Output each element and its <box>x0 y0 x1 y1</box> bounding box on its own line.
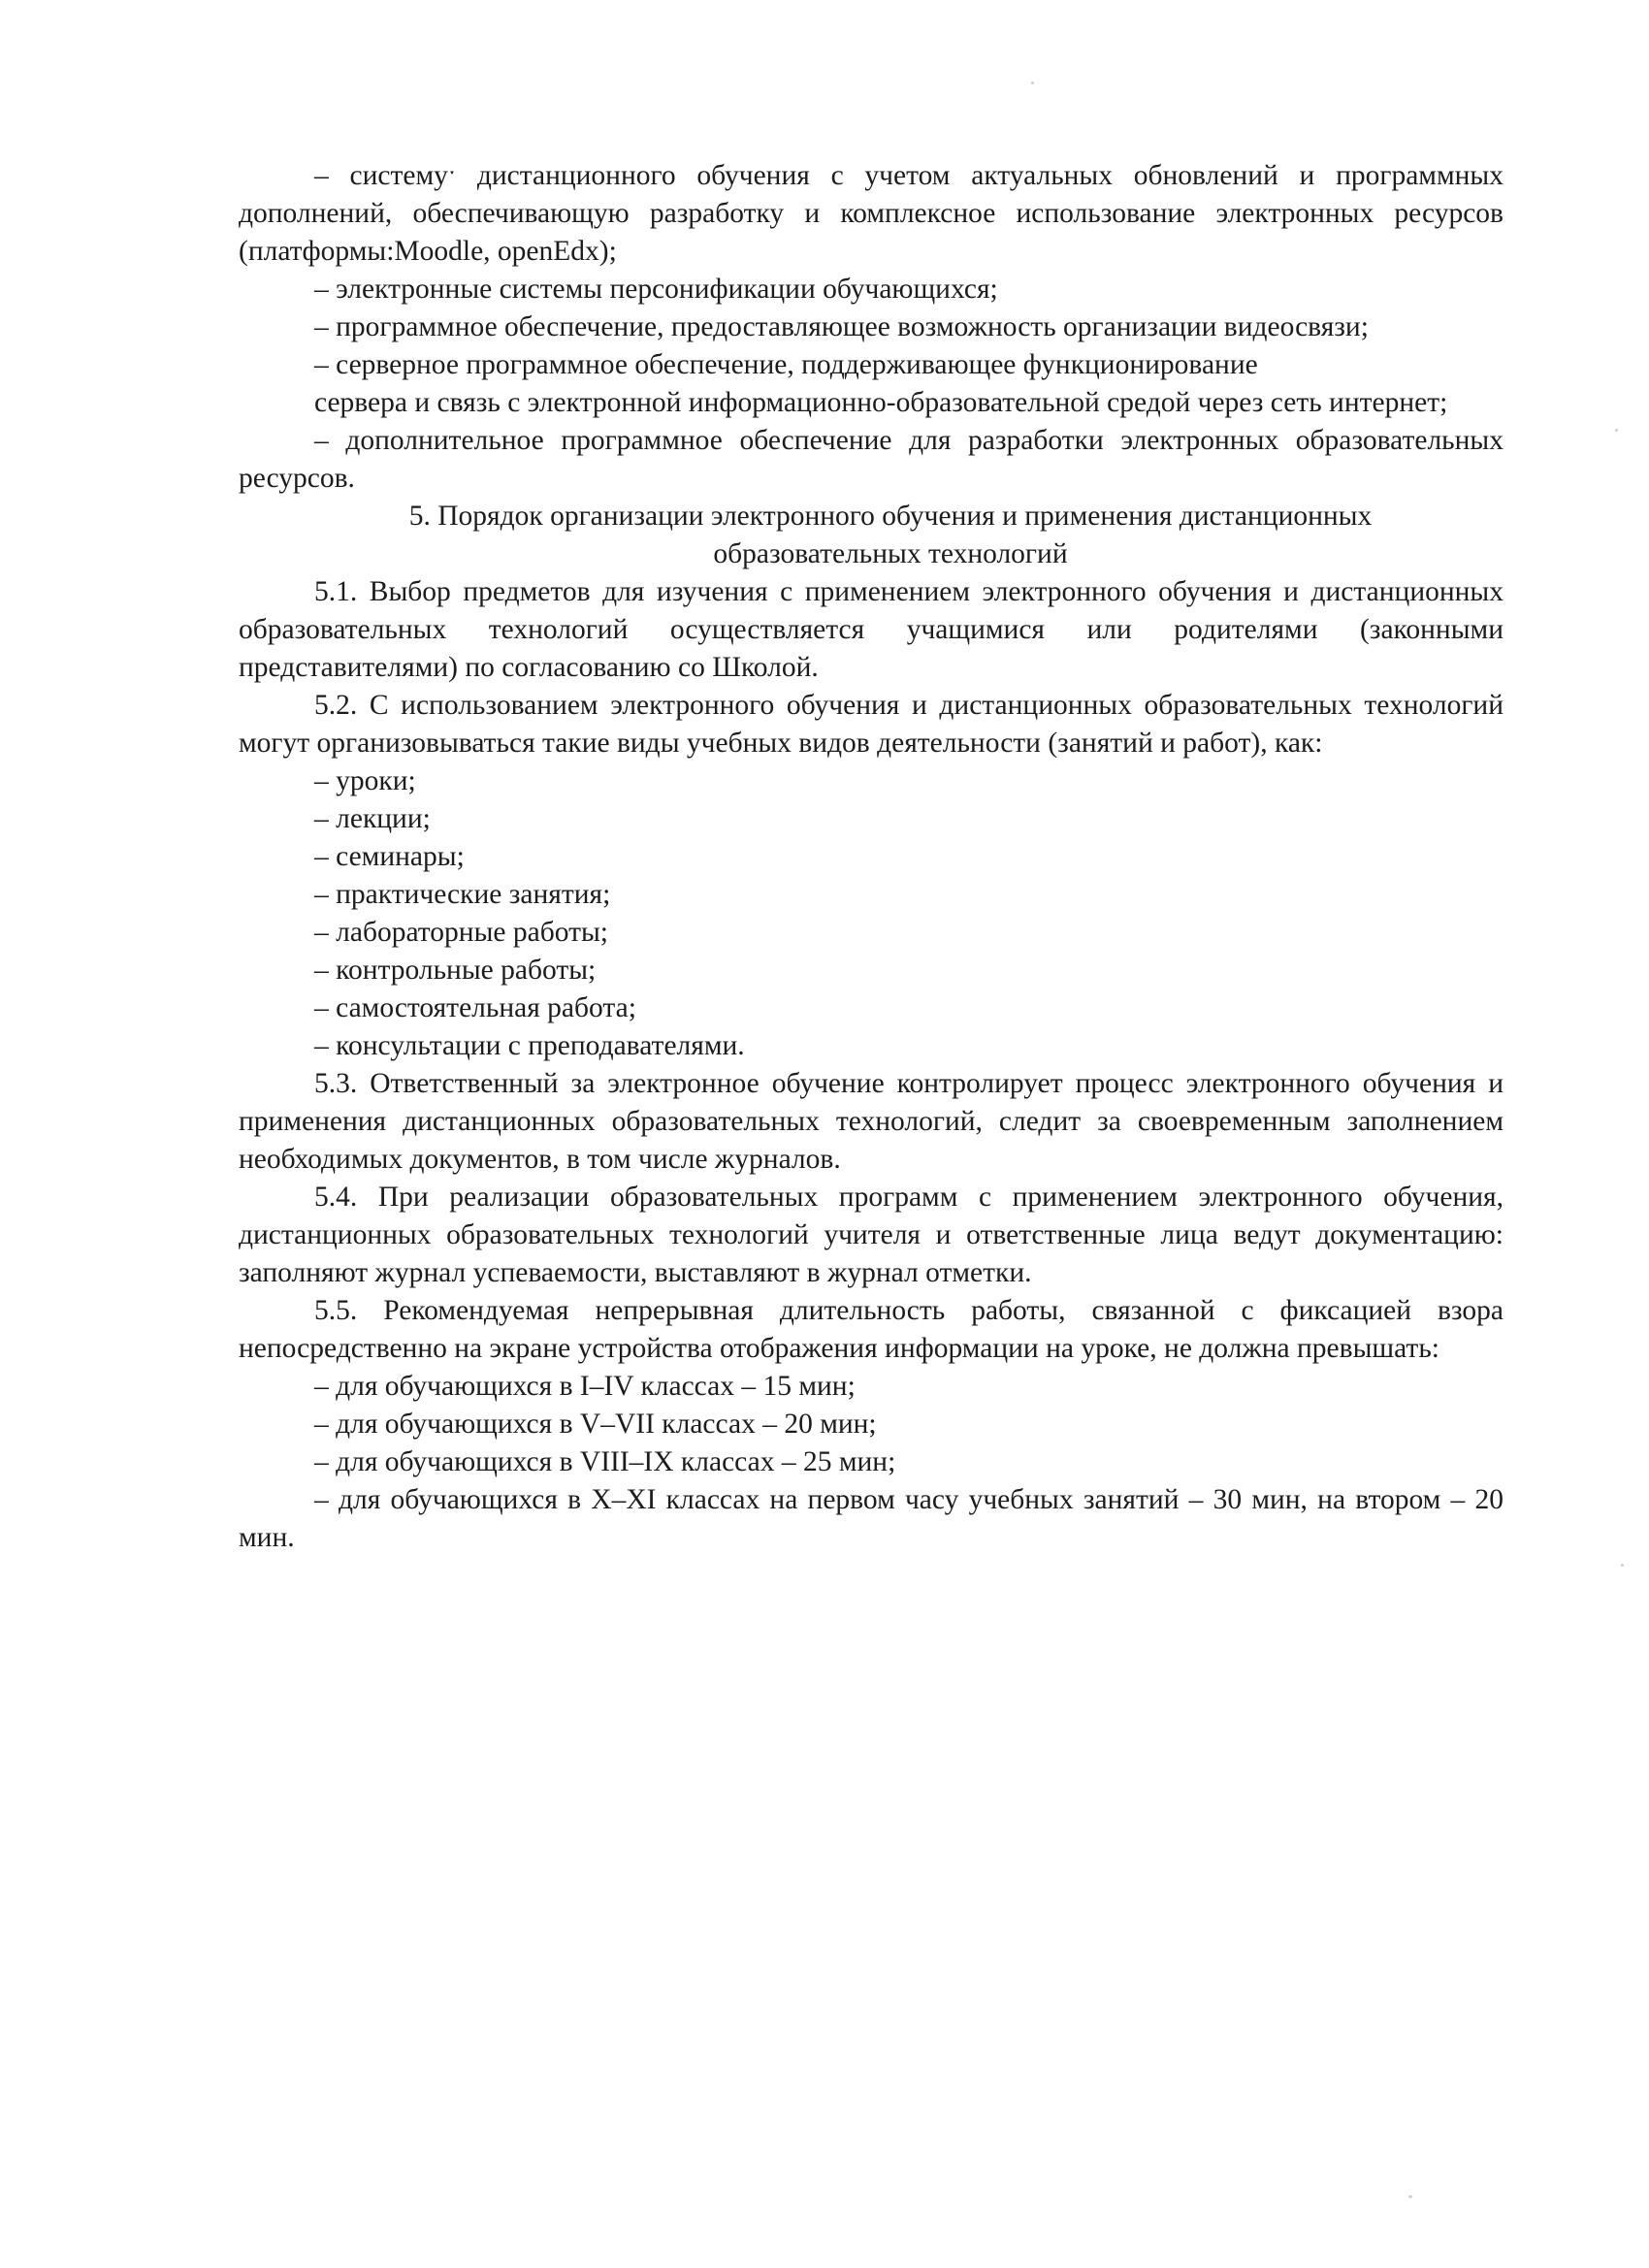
paragraph-5-2: 5.2. С использованием электронного обучения и дистанционных образовательных технологий могут организовываться такие виды учебных видов деятельности (занятий и работ), как: <box>239 690 1504 759</box>
list-item: – для обучающихся в V–VII классах – 20 мин; <box>314 1409 877 1440</box>
scan-speck <box>1408 2195 1412 2198</box>
paragraph-5-3: 5.3. Ответственный за электронное обучение контролирует процесс электронного обучения и применения дистанционных образовательных технологий, следит за своевременным заполнением необходимых документов, в том числе журналов. <box>239 1068 1504 1175</box>
section-heading-continued: образовательных технологий <box>713 538 1068 569</box>
list-item: – самостоятельная работа; <box>314 992 636 1023</box>
list-item: – системуˑ дистанционного обучения с учетом актуальных обновлений и программных дополнений, обеспечивающую разработку и комплексное использование электронных ресурсов (платформы:Moodle, openEdx); <box>239 160 1504 267</box>
paragraph-5-1: 5.1. Выбор предметов для изучения с применением электронного обучения и дистанционных образовательных технологий осуществляется учащимися или родителями (законными представителями) по согласованию со Школой. <box>239 576 1504 683</box>
scan-speck <box>1031 81 1034 84</box>
list-item: сервера и связь с электронной информационно-образовательной средой через сеть интернет; <box>314 387 1448 418</box>
list-item: – для обучающихся в VIII–IX классах – 25 мин; <box>314 1446 896 1477</box>
list-item: – лабораторные работы; <box>314 917 608 948</box>
paragraph-5-4: 5.4. При реализации образовательных программ с применением электронного обучения, дистанционных образовательных технологий учителя и ответственные лица ведут документацию: заполняют журнал успеваемости, выставляют в журнал отметки. <box>239 1182 1504 1288</box>
document-body <box>239 157 1504 1557</box>
list-item: – для обучающихся в X–XI классах на первом часу учебных занятий – 30 мин, на втором – 20 мин. <box>239 1484 1504 1553</box>
list-item: – электронные системы персонификации обучающихся; <box>314 274 998 305</box>
list-item: – программное обеспечение, предоставляющее возможность организации видеосвязи; <box>314 311 1369 342</box>
list-item: – семинары; <box>314 841 465 872</box>
list-item: – лекции; <box>314 803 431 834</box>
list-item: – уроки; <box>314 765 416 796</box>
paragraph-5-5: 5.5. Рекомендуемая непрерывная длительность работы, связанной с фиксацией взора непосредственно на экране устройства отображения информации на уроке, не должна превышать: <box>239 1295 1504 1364</box>
scan-speck <box>1615 429 1618 432</box>
list-item: – серверное программное обеспечение, поддерживающее функционирование <box>314 349 1258 380</box>
list-item: – дополнительное программное обеспечение для разработки электронных образовательных ресурсов. <box>239 425 1504 494</box>
list-item: – консультации с преподавателями. <box>314 1030 745 1061</box>
list-item: – практические занятия; <box>314 879 611 910</box>
list-item: – контрольные работы; <box>314 955 597 986</box>
list-item: – для обучающихся в I–IV классах – 15 мин; <box>314 1371 856 1402</box>
section-heading: 5. Порядок организации электронного обучения и применения дистанционных <box>408 501 1373 532</box>
scan-speck <box>1621 1564 1624 1567</box>
